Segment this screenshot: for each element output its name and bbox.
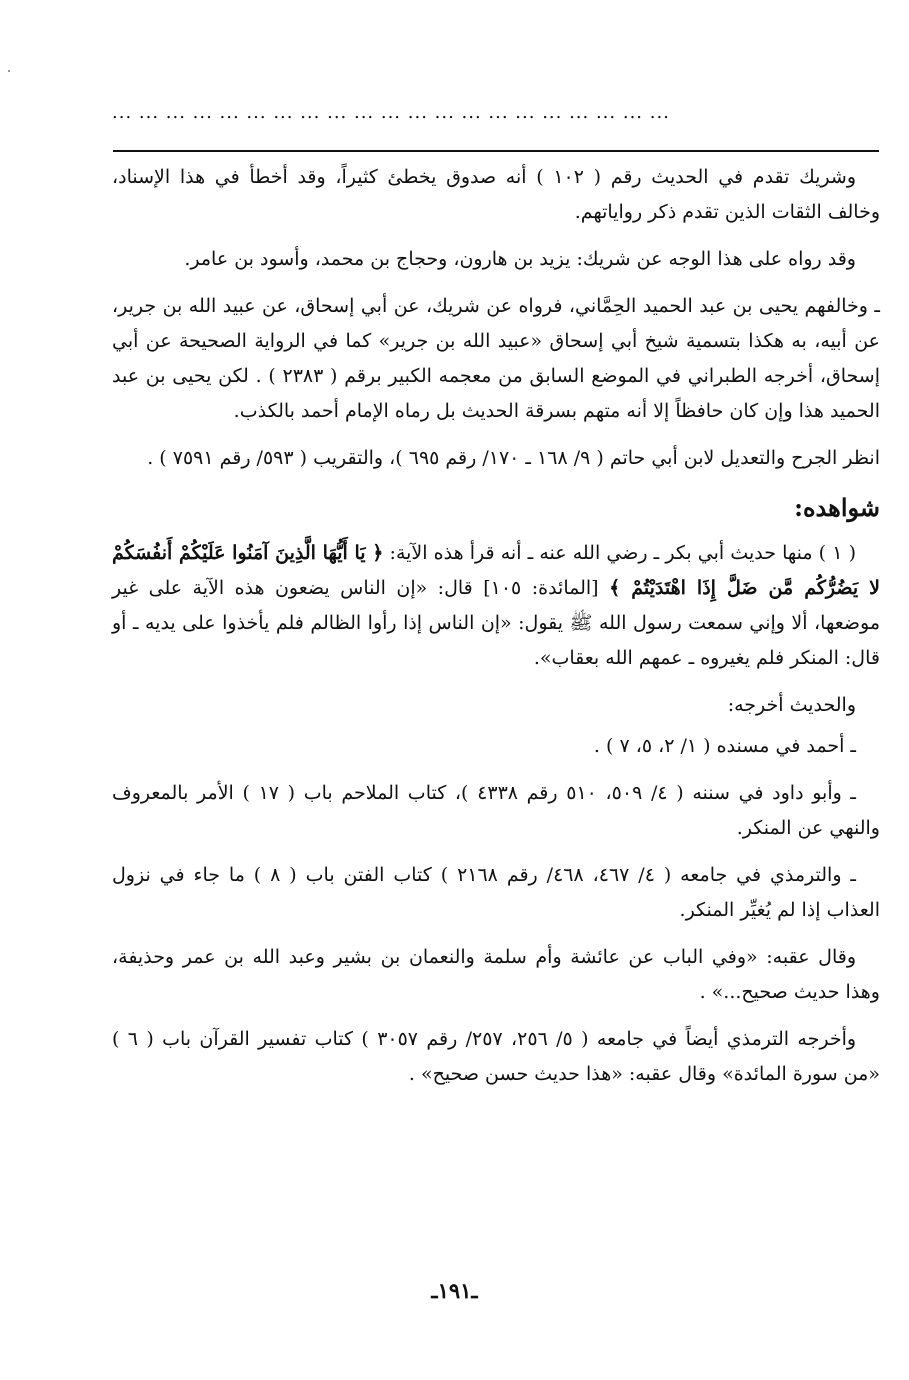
quran-verse: ﴿ يَا أَيُّهَا الَّذِينَ آمَنُوا عَلَيْكُمْ أَنفُسَكُمْ لا يَضُرُّكُم مَّن ضَلَّ إِذَا اهْتَدَيْتُمْ ﴾ [112,542,881,599]
paragraph-3: ـ وخالفهم يحيى بن عبد الحميد الحِمَّاني، فرواه عن شريك، عن أبي إسحاق، عن عبيد الله بن جرير، عن أبيه، به هكذا بتسمية شيخ أبي إسحاق «عبيد الله بن جرير» كما في الرواية الصحيحة عن أبي إسحاق، أخرجه الطبراني في الموضع السابق من معجمه الكبير برقم ( ٢٣٨٣ ) . لكن يحيى بن عبد الحميد هذا وإن كان حافظاً إلا أنه متهم بسرقة الحديث بل رماه الإمام أحمد بالكذب. [112,295,880,422]
paragraph-5-start: ( ١ ) منها حديث أبي بكر ـ رضي الله عنه ـ أنه قرأ هذه الآية: [383,542,856,564]
paragraph-5 [112,536,880,676]
paragraph-4: انظر الجرح والتعديل لابن أبي حاتم ( ٩/ ١٦٨ ـ ١٧٠/ رقم ٦٩٥ )، والتقريب ( ٥٩٣/ رقم ٧٥٩١ ) . [147,447,880,469]
paragraph-10: وقال عقبه: «وفي الباب عن عائشة وأم سلمة والنعمان بن بشير وعبد الله بن عمر وحذيفة، وهذا حديث صحيح...» . [112,946,880,1003]
section-heading: شواهده: [794,493,880,522]
paragraph-7: ـ أحمد في مسنده ( ١/ ٢، ٥، ٧ ) . [593,735,856,757]
paragraph-6: والحديث أخرجه: [727,694,856,716]
paragraph-1: وشريك تقدم في الحديث رقم ( ١٠٢ ) أنه صدوق يخطئ كثيراً، وقد أخطأ في هذا الإسناد، وخالف الثقات الذين تقدم ذكر رواياتهم. [112,166,880,223]
page-number: ـ١٩١ـ [431,1278,478,1303]
paragraph-2: وقد رواه على هذا الوجه عن شريك: يزيد بن هارون، وحجاج بن محمد، وأسود بن عامر. [184,248,856,270]
footnote-rule [113,150,879,152]
paragraph-5-end: [المائدة: ١٠٥] قال: «إن الناس يضعون هذه الآية على غير موضعها، ألا وإني سمعت رسول الله ﷺ يقول: «إن الناس إذا رأوا الظالم فلم يأخذوا على يديه ـ أو قال: المنكر فلم يغيروه ـ عمهم الله بعقاب». [112,577,880,669]
main-text [112,160,880,1104]
paragraph-8: ـ وأبو داود في سننه ( ٤/ ٥٠٩، ٥١٠ رقم ٤٣٣٨ )، كتاب الملاحم باب ( ١٧ ) الأمر بالمعروف والنهي عن المنكر. [112,782,880,839]
scan-speck [8,70,10,72]
paragraph-9: ـ والترمذي في جامعه ( ٤/ ٤٦٧، ٤٦٨/ رقم ٢١٦٨ ) كتاب الفتن باب ( ٨ ) ما جاء في نزول العذاب إذا لم يُغيِّر المنكر. [112,864,880,921]
header-dots: ... ... ... ... ... ... ... ... ... ... ... ... ... ... ... ... ... ... ... ... ... [112,102,670,123]
paragraph-11: وأخرجه الترمذي أيضاً في جامعه ( ٥/ ٢٥٦، ٢٥٧/ رقم ٣٠٥٧ ) كتاب تفسير القرآن باب ( ٦ ) «من سورة المائدة» وقال عقبه: «هذا حديث حسن صحيح» . [112,1028,880,1085]
